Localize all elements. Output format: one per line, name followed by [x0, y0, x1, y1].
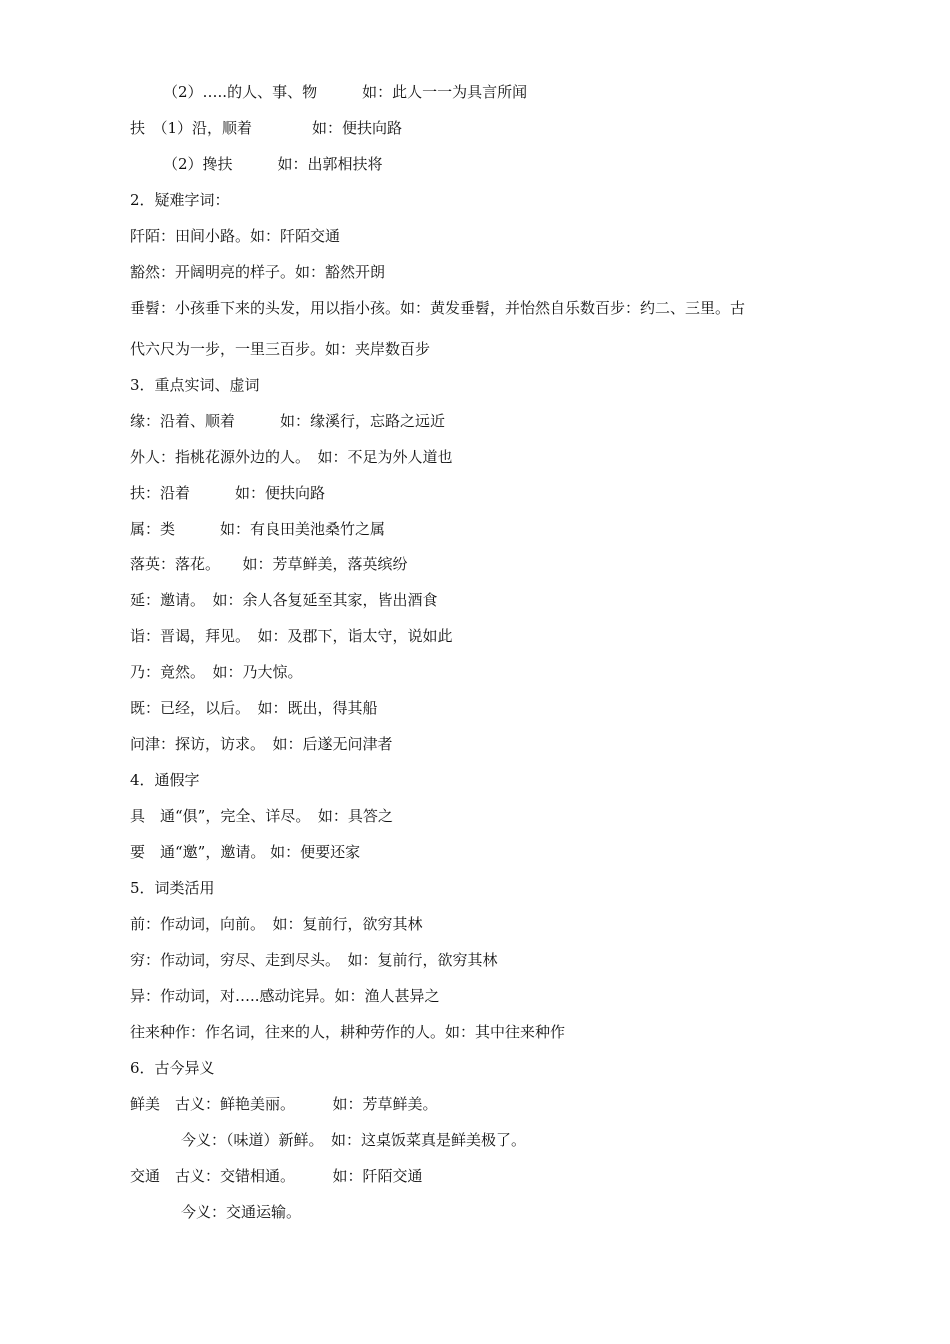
- text-line: 缘：沿着、顺着 如：缘溪行，忘路之远近: [130, 412, 446, 430]
- text-line: 既：已经，以后。 如：既出，得其船: [130, 699, 378, 717]
- text-line: 今义：（味道）新鲜。 如：这桌饭菜真是鲜美极了。: [181, 1131, 527, 1149]
- text-line: 往来种作：作名词，往来的人，耕种劳作的人。如：其中往来种作: [130, 1023, 566, 1041]
- text-line: 交通 古义：交错相通。 如：阡陌交通: [130, 1167, 423, 1185]
- text-line: 落英：落花。 如：芳草鲜美，落英缤纷: [130, 555, 408, 573]
- text-line: 扶 （1）沿，顺着 如：便扶向路: [130, 119, 403, 137]
- text-line: 延：邀请。 如：余人各复延至其家，皆出酒食: [130, 591, 438, 609]
- text-line: 阡陌：田间小路。如：阡陌交通: [130, 227, 341, 245]
- text-line: （2）…..的人、事、物 如：此人一一为具言所闻: [163, 83, 528, 101]
- text-line: 外人：指桃花源外边的人。 如：不足为外人道也: [130, 448, 453, 466]
- section-heading: 3．重点实词、虚词: [130, 376, 260, 394]
- text-line: 垂髫：小孩垂下来的头发，用以指小孩。如：黄发垂髫，并怡然自乐数百步：约二、三里。古: [130, 299, 746, 317]
- section-heading: 2．疑难字词：: [130, 191, 230, 209]
- text-line: 问津：探访，访求。 如：后遂无问津者: [130, 735, 393, 753]
- text-line: 豁然：开阔明亮的样子。如：豁然开朗: [130, 263, 386, 281]
- text-line: 今义：交通运输。: [181, 1203, 302, 1221]
- text-line: 诣：晋谒，拜见。 如：及郡下，诣太守，说如此: [130, 627, 453, 645]
- section-heading: 4．通假字: [130, 771, 200, 789]
- text-line: （2）搀扶 如：出郭相扶将: [163, 155, 383, 173]
- text-line: 具 通“俱”，完全、详尽。 如：具答之: [130, 807, 393, 825]
- text-line: 扶：沿着 如：便扶向路: [130, 484, 326, 502]
- text-line: 代六尺为一步，一里三百步。如：夹岸数百步: [130, 340, 431, 358]
- text-line: 鲜美 古义：鲜艳美丽。 如：芳草鲜美。: [130, 1095, 438, 1113]
- text-line: 异：作动词，对…..感动诧异。如：渔人甚异之: [130, 987, 440, 1005]
- text-line: 要 通“邀”，邀请。 如：便要还家: [130, 843, 361, 861]
- text-line: 乃：竟然。 如：乃大惊。: [130, 663, 303, 681]
- text-line: 穷：作动词，穷尽、走到尽头。 如：复前行，欲穷其林: [130, 951, 498, 969]
- text-line: 属：类 如：有良田美池桑竹之属: [130, 520, 386, 538]
- section-heading: 5．词类活用: [130, 879, 215, 897]
- text-line: 前：作动词，向前。 如：复前行，欲穷其林: [130, 915, 423, 933]
- section-heading: 6．古今异义: [130, 1059, 215, 1077]
